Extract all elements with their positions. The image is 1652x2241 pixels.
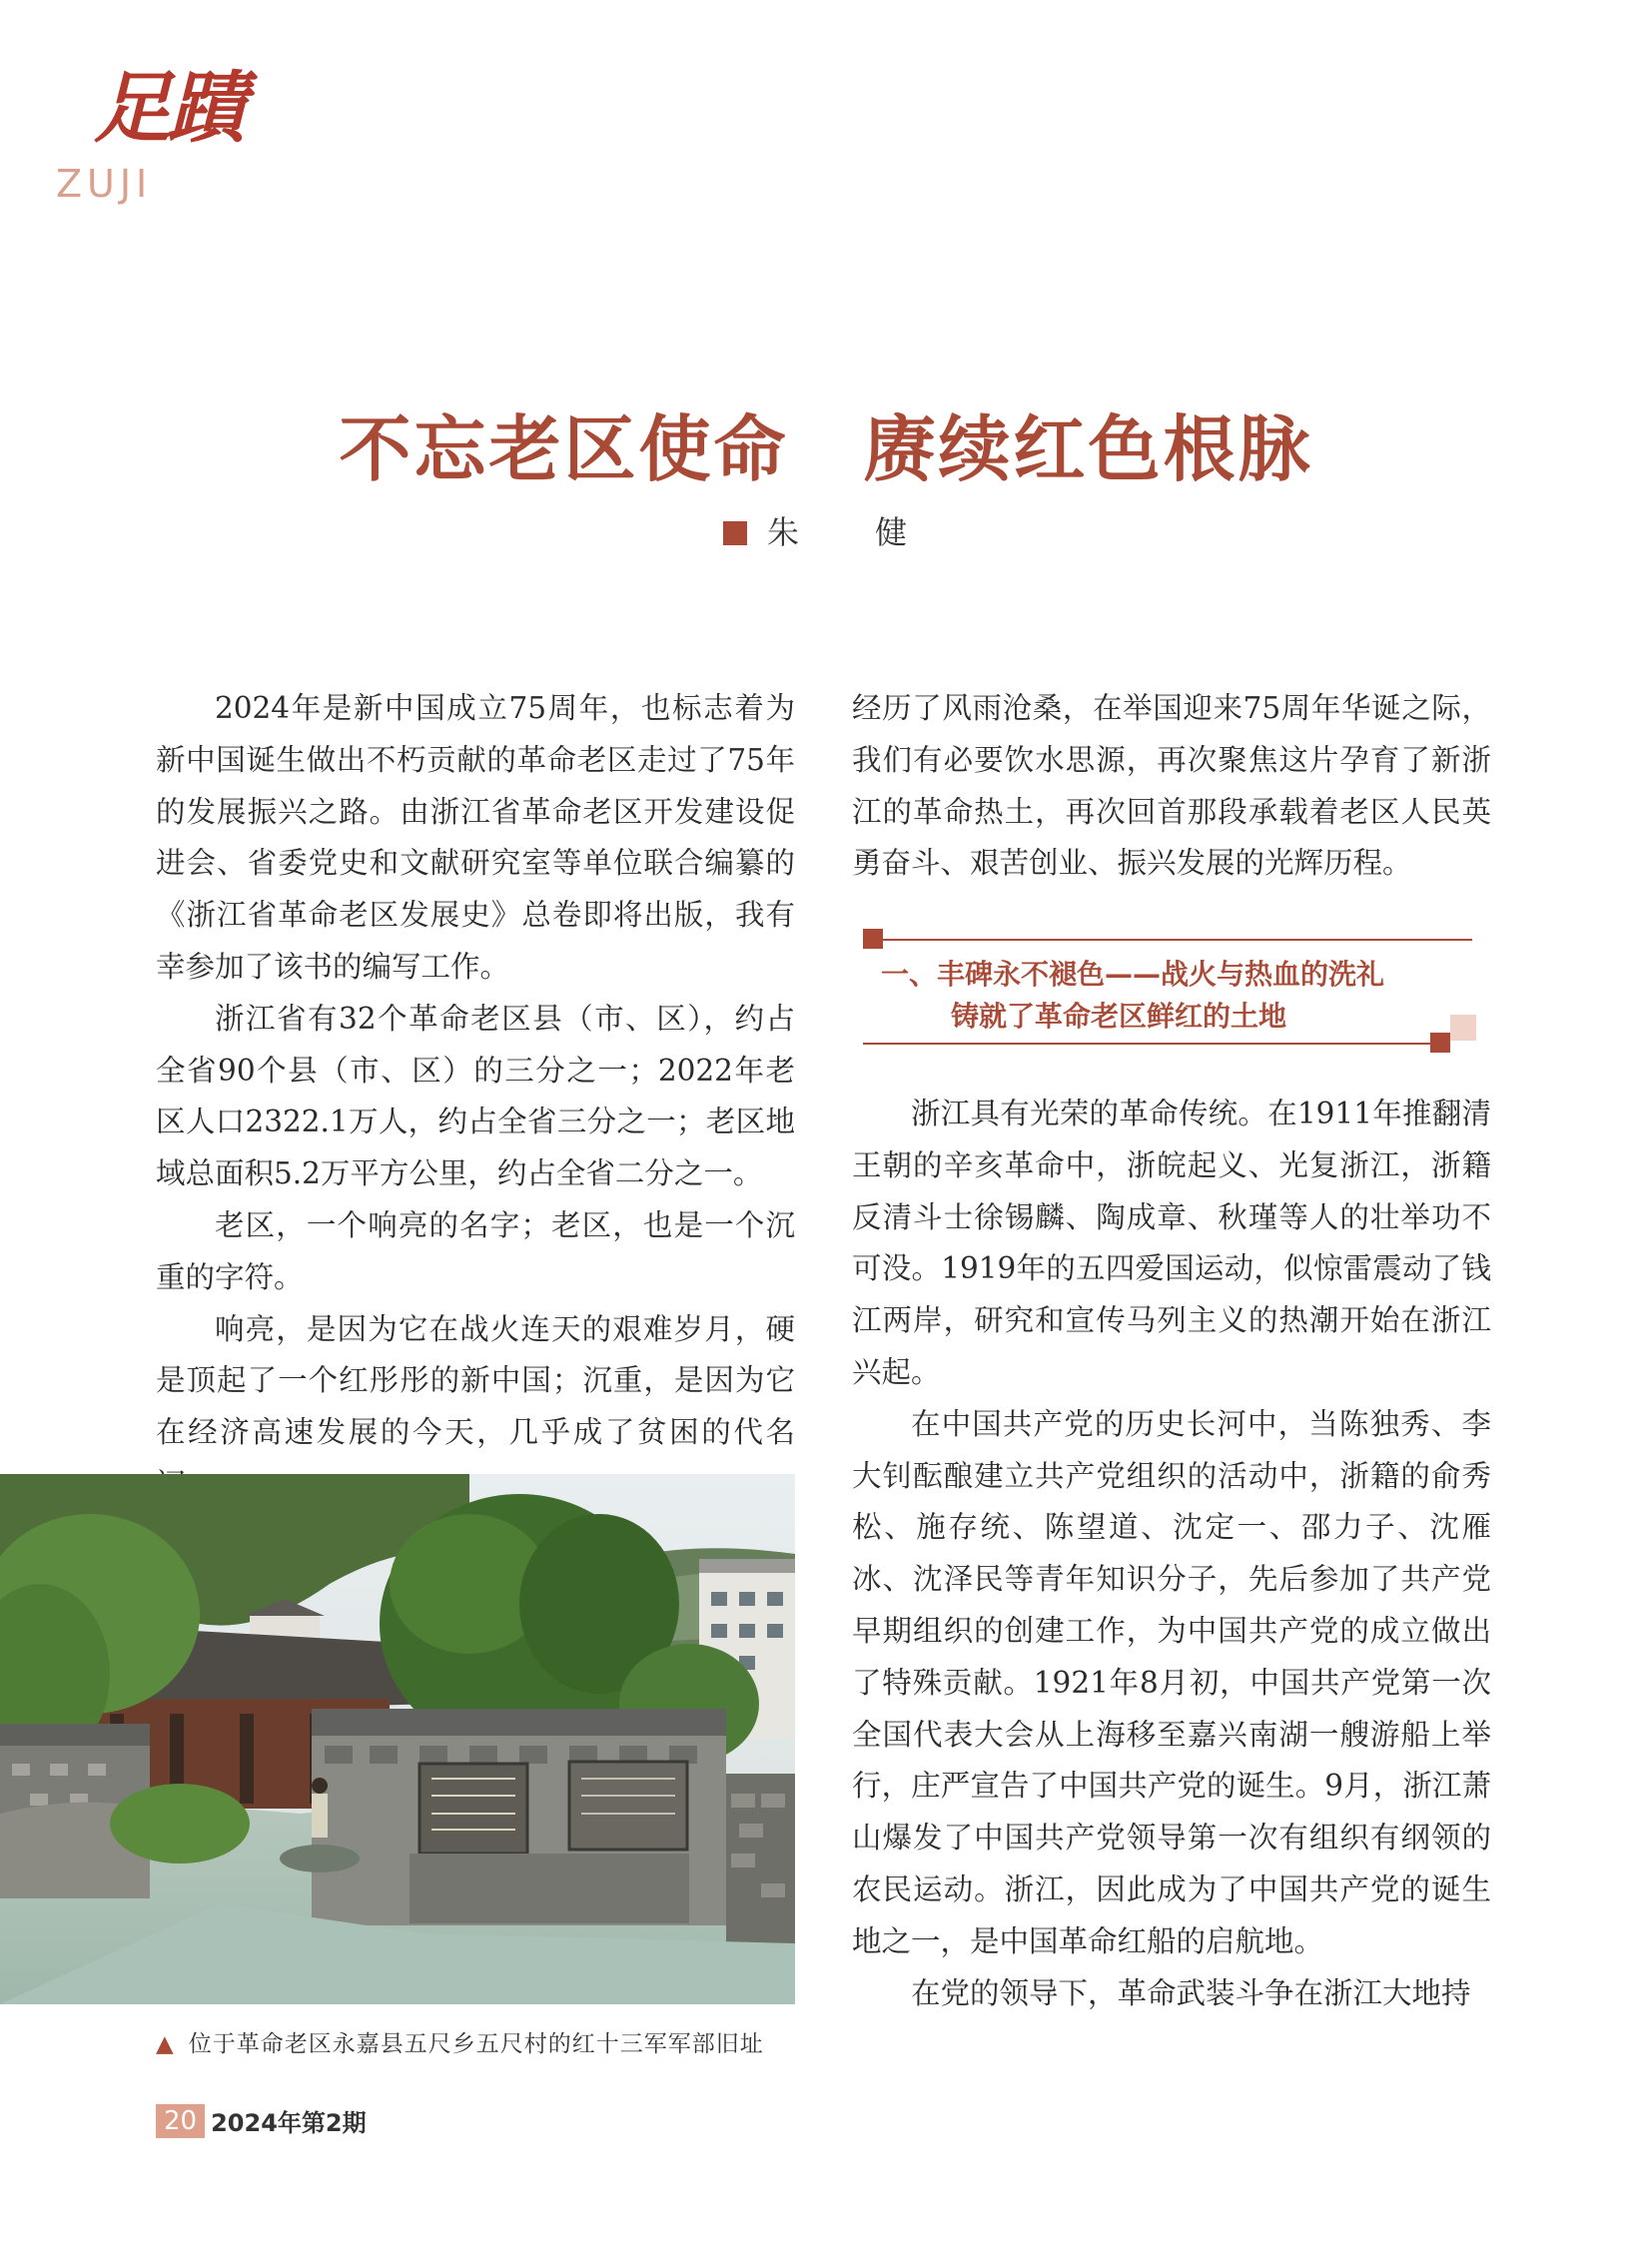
paragraph: 2024年是新中国成立75周年，也标志着为新中国诞生做出不朽贡献的革命老区走过了75年的发展振兴之路。由浙江省革命老区开发建设促进会、省委党史和文献研究室等单位联合编纂的《浙江省革命老区发展史》总卷即将出版，我有幸参加了该书的编写工作。 <box>156 691 795 984</box>
heading-square-icon <box>863 929 883 949</box>
author-name: 朱 健 <box>766 513 929 551</box>
section-heading-line2: 铸就了革命老区鲜红的土地 <box>951 1000 1287 1033</box>
page-footer <box>156 2103 367 2143</box>
right-column-top <box>852 683 1491 890</box>
paragraph: 老区，一个响亮的名字；老区，也是一个沉重的字符。 <box>156 1207 795 1294</box>
paragraph: 响亮，是因为它在战火连天的艰难岁月，硬是顶起了一个红彤彤的新中国；沉重，是因为它在经济高速发展的今天，几乎成了贫困的代名 <box>156 1311 795 1450</box>
paragraph: 浙江具有光荣的革命传统。在1911年推翻清王朝的辛亥革命中，浙皖起义、光复浙江，浙籍反清斗士徐锡麟、陶成章、秋瑾等人的壮举功不可没。1919年的五四爱国运动，似惊雷震动了钱江两岸，研究和宣传马列主义的热潮开始在浙江兴起。 <box>852 1097 1491 1389</box>
logo-pinyin: ZUJI <box>56 162 153 206</box>
paragraph: 在中国共产党的历史长河中，当陈独秀、李大钊酝酿建立共产党组织的活动中，浙籍的俞秀松、施存统、陈望道、沈定一、邵力子、沈雁冰、沈泽民等青年知识分子，先后参加了共产党早期组织的创建工作，为中国共产党的成立做出了特殊贡献。1921年8月初，中国共产党第一次全国代表大会从上海移至嘉兴南湖一艘游船上举行，庄严宣告了中国共产党的诞生。9月，浙江萧山爆发了中国共产党领导第一次有组织有纲领的农民运动。浙江，因此成为了中国共产党的诞生地之一，是中国革命红船的启航地。 <box>852 1406 1491 1958</box>
page-number: 20 <box>156 2104 205 2138</box>
heading-rule-top <box>867 939 1472 941</box>
article-title: 不忘老区使命 赓续红色根脉 <box>339 406 1313 491</box>
paragraph: 在党的领导下，革命武装斗争在浙江大地持 <box>911 1975 1471 2010</box>
right-column <box>852 1089 1491 2019</box>
heading-square-icon <box>1450 1015 1476 1041</box>
photo-red13-army-hq <box>0 1474 795 2004</box>
caption-text: 位于革命老区永嘉县五尺乡五尺村的红十三军军部旧址 <box>188 2031 764 2057</box>
author-square-icon <box>723 521 747 545</box>
section-heading <box>859 919 1478 1059</box>
logo-chinese: 足蹟 <box>94 63 243 154</box>
paragraph: 浙江省有32个革命老区县（市、区），约占全省90个县（市、区）的三分之一；2022年老区人口2322.1万人，约占全省三分之一；老区地域总面积5.2万平方公里，约占全省二分之一。 <box>156 1001 795 1191</box>
magazine-logo <box>56 63 256 206</box>
photo-caption <box>156 2025 795 2058</box>
author-line <box>0 507 1652 553</box>
heading-rule-bottom <box>863 1043 1442 1045</box>
section-heading-line1: 一、丰碑永不褪色——战火与热血的洗礼 <box>881 958 1385 991</box>
left-column <box>156 683 795 1511</box>
paragraph: 经历了风雨沧桑，在举国迎来75周年华诞之际，我们有必要饮水思源，再次聚焦这片孕育了新浙江的革命热土，再次回首那段承载着老区人民英勇奋斗、艰苦创业、振兴发展的光辉历程。 <box>852 691 1491 881</box>
caption-triangle-icon: ▲ <box>156 2031 175 2057</box>
issue-label: 2024年第2期 <box>211 2109 367 2137</box>
heading-square-icon <box>1430 1033 1450 1053</box>
